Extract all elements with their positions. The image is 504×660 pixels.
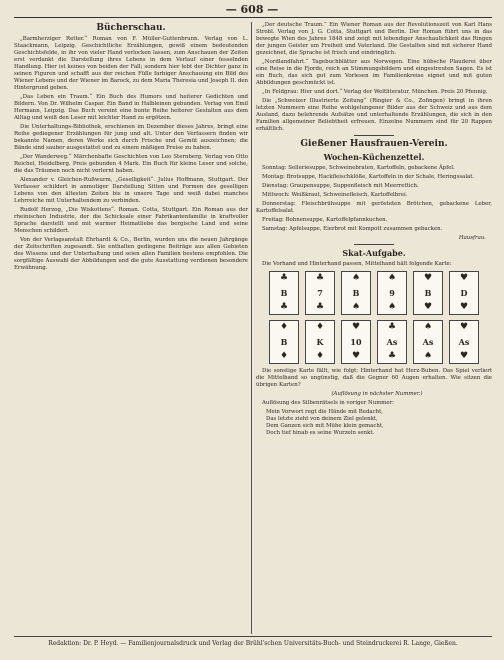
menu-item: Samstag: Apfelsuppe, Eierbrot mit Kompott zusammen gebacken. (262, 226, 443, 232)
card-suit-icon: ♣ (279, 273, 289, 283)
card-suit-icon: ♠ (423, 322, 433, 332)
playing-card (413, 320, 443, 364)
card-value: As (458, 336, 470, 347)
card-suit-icon: ♣ (387, 351, 397, 361)
column-divider (251, 22, 252, 634)
bottom-rule (14, 636, 492, 637)
playing-card (377, 320, 407, 364)
playing-card (341, 320, 371, 364)
card-suit-icon: ♠ (351, 273, 361, 283)
card-suit-icon: ♥ (459, 322, 469, 332)
association-heading: Gießener Hausfrauen-Verein. (300, 139, 448, 149)
review-paragraph: Die Unterhaltungs-Bibliothek, erschienen im Dezember dieses Jahres, bringt eine Reihe gediegener Erzählungen für jung und alt. Unter den Verfassern finden wir bekannte Namen, deren Werke sich durch Frische und Gemüt auszeichnen; die Bände sind sauber ausgestattet und zu einem mäßigen Preise zu haben. (14, 124, 248, 151)
review-paragraph: Die „Schweizer Illustrierte Zeitung“ (Ringier & Co., Zofingen) bringt in ihren letzten Nummern eine Reihe wohlgelungener Bilder aus der Schweiz und aus dem Ausland, dazu belehrende Aufsätze und unterhaltende Erzählungen, die sich in den Familien allgemeiner Beliebtheit erfreuen. Einzelne Nummern sind für 20 Rappen erhältlich. (256, 98, 492, 132)
playing-card (449, 271, 479, 315)
menu-item: Donnerstag: Fleischbrühsuppe mit gerösteten Brötchen, gebackene Leber, Kartoffelsalat. (256, 201, 492, 214)
page-number: — 608 — (225, 3, 279, 16)
left-column (14, 22, 248, 634)
review-paragraph: „Nordlandfahrt.“ Tagebuchblätter aus Norwegen. Eine hübsche Plauderei über eine Reise in die Fjorde, reich an Stimmungsbildern und eingestreuten Sagen. Es ist ein Buch, das sich gut zum Vorlesen im Familienkreise eignet und mit guten Abbildungen geschmückt ist. (256, 59, 492, 86)
card-value: 7 (317, 287, 323, 298)
menu-heading: Wochen-Küchenzettel. (323, 152, 425, 162)
card-value: As (386, 336, 398, 347)
card-suit-icon: ♠ (387, 273, 397, 283)
menu-item: Freitag: Bohnensuppe, Kartoffelpfannkuchen. (262, 217, 388, 223)
playing-card (413, 271, 443, 315)
review-paragraph: „Das Leben ein Traum.“ Ein Buch des Humors und heiterer Gedichten und Bildern. Von Dr. Wilhelm Caspar. Ein Band in Halbleinen gebunden. Verlag von Emil Hermann, Leipzig. Das Buch vereint eine bunte Reihe heiterer Gestalten aus dem Alltag und weiß den Leser mit leichter Hand zu ergötzen. (14, 94, 248, 121)
card-suit-icon: ♦ (315, 351, 325, 361)
playing-cards (256, 271, 492, 364)
puzzle-note: (Auflösung in nächster Nummer.) (331, 391, 423, 397)
card-suit-icon: ♠ (423, 351, 433, 361)
puzzle-text: Die sonstige Karte fällt, wie folgt: Hinterhand hat Herz-Buben. Das Spiel verliert die Mittelhand so ungünstig, daß die Gegner 60 Augen erhalten. Wie sitzen die übrigen Karten? (256, 368, 492, 388)
menu-item: Sonntag: Selleriesuppe, Schweinebraten, Kartoffeln, gebackene Äpfel. (262, 165, 455, 171)
card-value: B (352, 287, 360, 298)
verse-line: Das letzte zieht von deinem Ziel gelenkt, (266, 416, 378, 422)
verse-line: Doch tief hinab es seine Wurzeln senkt. (266, 430, 375, 436)
menu-signature: Hausfrau. (458, 235, 486, 241)
publisher-footer: Redaktion: Dr. P. Heyd. — Familienjournalsdruck und Verlag der Brühl'schen Universitäts-Buch- und Steindruckerei R. Lange, Gießen. (48, 640, 458, 647)
card-suit-icon: ♥ (351, 351, 361, 361)
book-review-heading: Bücherschau. (96, 23, 166, 33)
playing-card (449, 320, 479, 364)
card-value: 10 (350, 336, 362, 347)
review-paragraph: Alexander v. Gleichen-Rußwurm, „Geselligkeit“. Julius Hoffmann, Stuttgart. Der Verfasser schildert in anmutiger Darstellung Sitten und Formen des geselligen Lebens von den ältesten Zeiten bis in unsere Tage und weiß dabei manches Lehrreiche mit Unterhaltendem zu verbinden. (14, 177, 248, 204)
menu-item: Dienstag: Graupensuppe, Suppenfleisch mit Meerrettich. (262, 183, 419, 189)
review-paragraph: „Barmherziger Retter.“ Roman von F. Müller-Guttenbrunn. Verlag von L. Staackmann, Leipzig. Geschichtliche Erzählungen, gewiß einem bedeutenden Geschichtsfelde, in ihr von vieler Hand verlocken lassen, zum Anschauen der Zeiten erst verdankt die Darstellung ihres Lebens in dem Verlauf einer fesselnden Handlung. Hier ist keines von beiden der Fall; sondern hier lebt der Dichter ganz in seinen Figuren und schafft aus der reichen Fülle farbiger Anschauung ein Bild des Wiener Lebens und der Wiener im Barock, zu dem Maria Theresia und Joseph II. den Hintergrund geben. (14, 36, 248, 91)
puzzle-text: Die Vorhand und Hinterhand passen, Mittelhand hält folgende Karte: (262, 261, 452, 267)
playing-card (305, 271, 335, 315)
playing-card (377, 271, 407, 315)
card-suit-icon: ♠ (351, 302, 361, 312)
card-suit-icon: ♦ (279, 322, 289, 332)
playing-card (269, 320, 299, 364)
menu-item: Mittwoch: Weißkraut, Schweinefleisch, Kartoffelbrei. (262, 192, 408, 198)
card-suit-icon: ♥ (423, 302, 433, 312)
card-value: As (422, 336, 434, 347)
card-value: K (316, 336, 324, 347)
card-suit-icon: ♥ (423, 273, 433, 283)
card-value: B (424, 287, 432, 298)
review-paragraph: „Der Wanderweg.“ Märchenhafte Geschichten von Leo Sternberg. Verlag von Otto Reichel, Heidelberg. Preis gebunden 4 Mark. Ein Buch für kleine Leser und solche, die das Träumen noch nicht verlernt haben. (14, 154, 248, 174)
menu-item: Montag: Brotsuppe, Hackfleischklöße, Kartoffeln in der Schale, Heringssalat. (262, 174, 475, 180)
verse-line: Dem Ganzen sich mit Mühe klein gemacht, (266, 423, 384, 429)
section-rule (354, 135, 394, 136)
right-column (256, 22, 492, 634)
card-suit-icon: ♥ (459, 273, 469, 283)
verse-line: Mein Vorwort regt die Hände mit Bedacht, (266, 409, 383, 415)
card-value: D (460, 287, 468, 298)
card-suit-icon: ♦ (279, 351, 289, 361)
playing-card (305, 320, 335, 364)
puzzle-text: Auflösung des Silbenrätsels in voriger Nummer: (262, 400, 394, 406)
card-value: 9 (389, 287, 395, 298)
card-suit-icon: ♣ (387, 322, 397, 332)
playing-card (269, 271, 299, 315)
top-rule (14, 17, 492, 18)
playing-card (341, 271, 371, 315)
card-suit-icon: ♣ (315, 273, 325, 283)
card-value: B (280, 336, 288, 347)
review-paragraph: Rudolf Herzog, „Die Wiskottens“. Roman. Cotta, Stuttgart. Ein Roman aus der rheinischen Industrie, der die Schicksale einer Fabrikantenfamilie in kraftvoller Sprache darstellt und mit warmer Heimatliebe das bergische Land und seine Menschen schildert. (14, 207, 248, 234)
card-suit-icon: ♥ (459, 302, 469, 312)
card-suit-icon: ♠ (387, 302, 397, 312)
card-suit-icon: ♥ (459, 351, 469, 361)
card-suit-icon: ♣ (315, 302, 325, 312)
review-paragraph: „In Feldgrau: Hier und dort.“ Verlag der Weltliteratur, München. Preis 20 Pfennig. (262, 89, 488, 95)
card-suit-icon: ♣ (279, 302, 289, 312)
review-paragraph: Von der Verlagsanstalt Ehrhardt & Co., Berlin, wurden uns die neuen Jahrgänge der Zeitschriften zugesandt. Sie enthalten gediegene Beiträge aus allen Gebieten des Wissens und der Unterhaltung und seien allen Familien bestens empfohlen. Die sorgfältige Auswahl der Abbildungen und die gute Ausstattung verdienen besondere Erwähnung. (14, 237, 248, 271)
card-suit-icon: ♥ (351, 322, 361, 332)
section-rule (354, 244, 394, 245)
review-paragraph: „Der deutsche Traum.“ Ein Wiener Roman aus der Revolutionszeit von Karl Hans Strobl. Verlag von J. G. Cotta, Stuttgart und Berlin. Der Roman führt uns in das bewegte Wien des Jahres 1848 und zeigt mit lebendiger Anschaulichkeit das Ringen der jungen Geister um Freiheit und Vaterland. Die Gestalten sind mit sicherer Hand gezeichnet, die Sprache ist frisch und eindringlich. (256, 22, 492, 56)
card-value: B (280, 287, 288, 298)
puzzle-heading: Skat-Aufgabe. (342, 248, 406, 258)
card-suit-icon: ♦ (315, 322, 325, 332)
